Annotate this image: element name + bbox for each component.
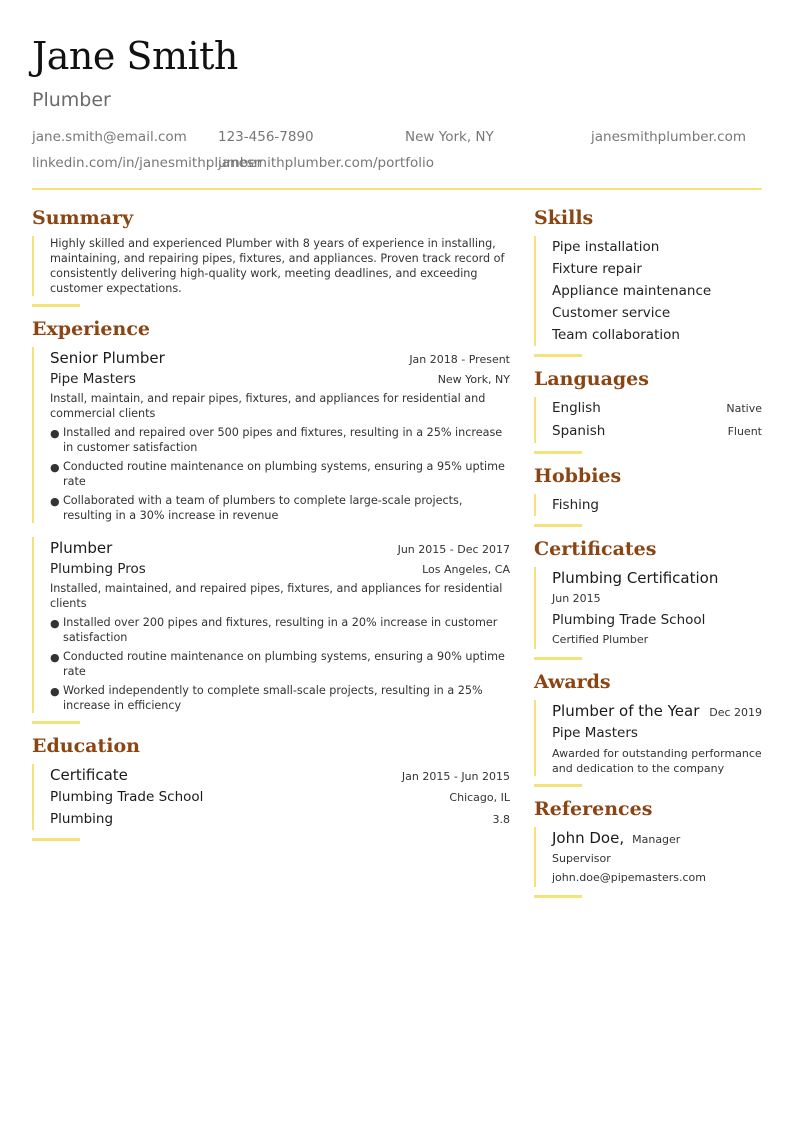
certificate-description: Certified Plumber bbox=[552, 633, 649, 646]
languages-heading: Languages bbox=[534, 368, 649, 390]
bullet-icon: ● bbox=[50, 461, 60, 474]
section-underline bbox=[534, 451, 582, 454]
skill-item: Team collaboration bbox=[552, 327, 680, 343]
section-underline bbox=[32, 721, 80, 724]
languages-list bbox=[534, 397, 762, 443]
candidate-name: Jane Smith bbox=[32, 34, 238, 78]
skill-item: Fixture repair bbox=[552, 261, 642, 277]
edu-gpa: 3.8 bbox=[492, 813, 510, 826]
award-description: Awarded for outstanding performance and dedication to the company bbox=[552, 747, 762, 775]
language-level: Native bbox=[726, 402, 762, 415]
job-dates: Jan 2018 - Present bbox=[409, 353, 510, 366]
job-subheader bbox=[50, 559, 510, 580]
certificate-name: Plumbing Certification bbox=[552, 569, 719, 587]
reference-entry bbox=[534, 827, 762, 887]
job-bullet: ● Installed and repaired over 500 pipes and fixtures, resulting in a 25% increase in customer satisfaction bbox=[50, 426, 503, 454]
reference-email[interactable]: john.doe@pipemasters.com bbox=[552, 871, 707, 884]
skills-section bbox=[534, 204, 762, 357]
references-section bbox=[534, 795, 762, 898]
edu-dates: Jan 2015 - Jun 2015 bbox=[401, 770, 510, 783]
experience-heading: Experience bbox=[32, 318, 150, 340]
skill-item: Appliance maintenance bbox=[552, 283, 712, 299]
job-description: Install, maintain, and repair pipes, fixtures, and appliances for residential and commercial clients bbox=[50, 392, 486, 420]
edu-location: Chicago, IL bbox=[449, 791, 510, 804]
hobby-item: Fishing bbox=[552, 497, 599, 513]
reference-relation: Supervisor bbox=[552, 852, 611, 865]
edu-header bbox=[50, 764, 510, 786]
certificate-issuer: Plumbing Trade School bbox=[552, 612, 706, 628]
contact-email[interactable]: jane.smith@email.com bbox=[32, 129, 187, 145]
job-bullet: ● Conducted routine maintenance on plumbing systems, ensuring a 90% uptime rate bbox=[50, 650, 505, 678]
bullet-icon: ● bbox=[50, 427, 60, 440]
certificate-date: Jun 2015 bbox=[552, 592, 601, 605]
job-bullets bbox=[50, 615, 510, 713]
award-header bbox=[552, 700, 762, 722]
edu-subheader bbox=[50, 786, 510, 808]
contact-linkedin[interactable]: linkedin.com/in/janesmithplumber bbox=[32, 155, 263, 171]
certificates-heading: Certificates bbox=[534, 538, 657, 560]
bullet-icon: ● bbox=[50, 495, 60, 508]
hobbies-heading: Hobbies bbox=[534, 465, 622, 487]
skill-item: Pipe installation bbox=[552, 239, 660, 255]
section-underline bbox=[32, 838, 80, 841]
section-underline bbox=[534, 784, 582, 787]
bullet-icon: ● bbox=[50, 617, 60, 630]
language-item bbox=[552, 397, 762, 420]
edu-field: Plumbing bbox=[50, 811, 114, 827]
language-name: English bbox=[552, 400, 601, 416]
education-heading: Education bbox=[32, 735, 140, 757]
job-entry bbox=[32, 537, 510, 713]
language-level: Fluent bbox=[727, 425, 762, 438]
job-dates: Jun 2015 - Dec 2017 bbox=[397, 543, 510, 556]
edu-field-row bbox=[50, 808, 510, 830]
job-header bbox=[50, 347, 510, 369]
section-underline bbox=[534, 524, 582, 527]
job-bullets bbox=[50, 425, 510, 523]
certificate-entry bbox=[534, 567, 762, 649]
contact-phone[interactable]: 123-456-7890 bbox=[218, 129, 314, 145]
section-underline bbox=[534, 895, 582, 898]
job-company: Plumbing Pros bbox=[50, 561, 146, 577]
hobbies-list bbox=[534, 494, 762, 516]
skill-item: Customer service bbox=[552, 305, 671, 321]
award-issuer: Pipe Masters bbox=[552, 725, 638, 741]
contact-portfolio[interactable]: janesmithplumber.com/portfolio bbox=[218, 155, 434, 171]
bullet-icon: ● bbox=[50, 651, 60, 664]
contact-location: New York, NY bbox=[405, 129, 494, 145]
summary-text: Highly skilled and experienced Plumber with 8 years of experience in installing, maintaining, and repairing pipes, fixtures, and appliances. Proven track record of consistently delivering high-quality work, meeting deadlines, and exceeding customer expectations. bbox=[50, 237, 505, 295]
award-name: Plumber of the Year bbox=[552, 702, 700, 720]
edu-school: Plumbing Trade School bbox=[50, 789, 204, 805]
job-subheader bbox=[50, 369, 510, 390]
section-underline bbox=[32, 304, 80, 307]
section-underline bbox=[534, 354, 582, 357]
edu-degree: Certificate bbox=[50, 766, 128, 784]
award-entry bbox=[534, 700, 762, 776]
skills-list bbox=[534, 236, 762, 346]
job-header bbox=[50, 537, 510, 559]
contact-website[interactable]: janesmithplumber.com bbox=[591, 129, 747, 145]
reference-position: Manager bbox=[632, 833, 681, 846]
experience-section bbox=[32, 315, 510, 724]
job-bullet: ● Installed over 200 pipes and fixtures, resulting in a 20% increase in customer satisfaction bbox=[50, 616, 498, 644]
education-section bbox=[32, 732, 510, 841]
job-description: Installed, maintained, and repaired pipes, fixtures, and appliances for residential clients bbox=[50, 582, 503, 610]
reference-header bbox=[552, 827, 762, 849]
award-date: Dec 2019 bbox=[709, 706, 762, 719]
summary-body bbox=[32, 236, 510, 296]
skills-heading: Skills bbox=[534, 207, 594, 229]
awards-heading: Awards bbox=[534, 671, 611, 693]
summary-heading: Summary bbox=[32, 207, 134, 229]
language-name: Spanish bbox=[552, 423, 606, 439]
left-column bbox=[32, 204, 510, 853]
job-location: New York, NY bbox=[437, 373, 510, 386]
section-underline bbox=[534, 657, 582, 660]
job-bullet: ● Conducted routine maintenance on plumbing systems, ensuring a 95% uptime rate bbox=[50, 460, 505, 488]
job-bullet: ● Worked independently to complete small-scale projects, resulting in a 25% increase in efficiency bbox=[50, 684, 483, 712]
hobbies-section bbox=[534, 462, 762, 527]
job-title: Plumber bbox=[50, 539, 113, 557]
job-bullet: ● Collaborated with a team of plumbers to complete large-scale projects, resulting in a 30% increase in revenue bbox=[50, 494, 463, 522]
references-heading: References bbox=[534, 798, 653, 820]
education-entry bbox=[32, 764, 510, 830]
certificates-section bbox=[534, 535, 762, 660]
awards-section bbox=[534, 668, 762, 787]
right-column bbox=[534, 204, 762, 910]
reference-name: John Doe, bbox=[552, 829, 625, 847]
languages-section bbox=[534, 365, 762, 454]
job-title: Senior Plumber bbox=[50, 349, 165, 367]
job-company: Pipe Masters bbox=[50, 371, 136, 387]
language-item bbox=[552, 420, 762, 443]
job-location: Los Angeles, CA bbox=[422, 563, 510, 576]
bullet-icon: ● bbox=[50, 685, 60, 698]
summary-section bbox=[32, 204, 510, 307]
candidate-role: Plumber bbox=[32, 89, 111, 111]
header-divider bbox=[32, 188, 762, 190]
job-entry bbox=[32, 347, 510, 523]
